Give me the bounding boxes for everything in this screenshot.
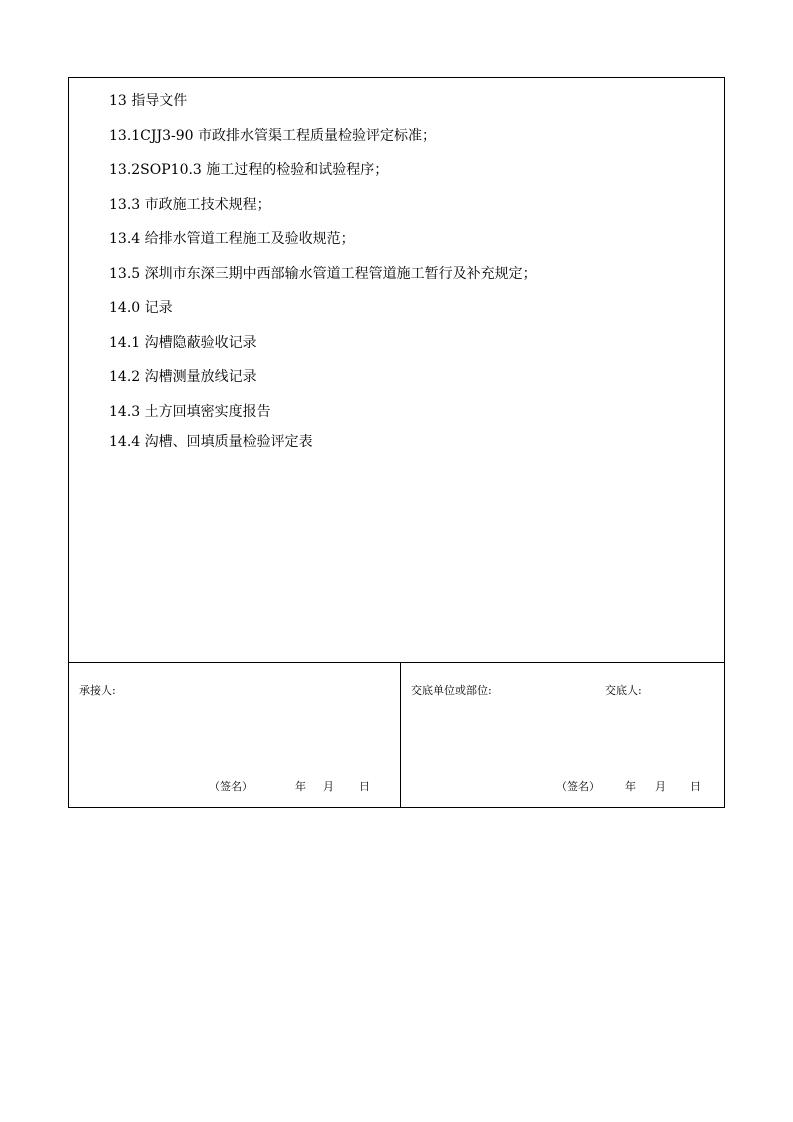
day-label: 日 xyxy=(359,780,370,793)
receiver-signature-cell xyxy=(69,663,401,807)
section-heading-records: 14.0 记录 xyxy=(109,300,173,316)
year-label: 年 xyxy=(295,780,306,793)
year-label: 年 xyxy=(625,780,636,793)
signature-placeholder: （签名） xyxy=(556,780,600,793)
guidance-item: 13.5 深圳市东深三期中西部输水管道工程管道施工暂行及补充规定； xyxy=(109,266,537,282)
guidance-item: 13.1CJJ3-90 市政排水管渠工程质量检验评定标准； xyxy=(109,128,437,144)
discloser-label: 交底人: xyxy=(605,684,642,697)
month-label: 月 xyxy=(655,780,666,793)
record-item: 14.2 沟槽测量放线记录 xyxy=(109,369,257,385)
guidance-item: 13.2SOP10.3 施工过程的检验和试验程序； xyxy=(109,162,389,178)
receiver-label: 承接人: xyxy=(79,684,116,697)
guidance-content-cell xyxy=(69,78,724,663)
record-item: 14.3 土方回填密实度报告 xyxy=(109,404,271,420)
month-label: 月 xyxy=(323,780,334,793)
handover-form-table xyxy=(68,77,725,808)
discloser-signature-cell xyxy=(401,663,724,807)
disclosure-unit-label: 交底单位或部位: xyxy=(411,684,492,697)
guidance-item: 13.3 市政施工技术规程； xyxy=(109,197,271,213)
record-item: 14.4 沟槽、回填质量检验评定表 xyxy=(109,434,313,450)
day-label: 日 xyxy=(690,780,701,793)
section-heading-guidance: 13 指导文件 xyxy=(109,93,188,109)
signature-placeholder: （签名） xyxy=(209,780,253,793)
record-item: 14.1 沟槽隐蔽验收记录 xyxy=(109,335,257,351)
guidance-item: 13.4 给排水管道工程施工及验收规范； xyxy=(109,231,355,247)
